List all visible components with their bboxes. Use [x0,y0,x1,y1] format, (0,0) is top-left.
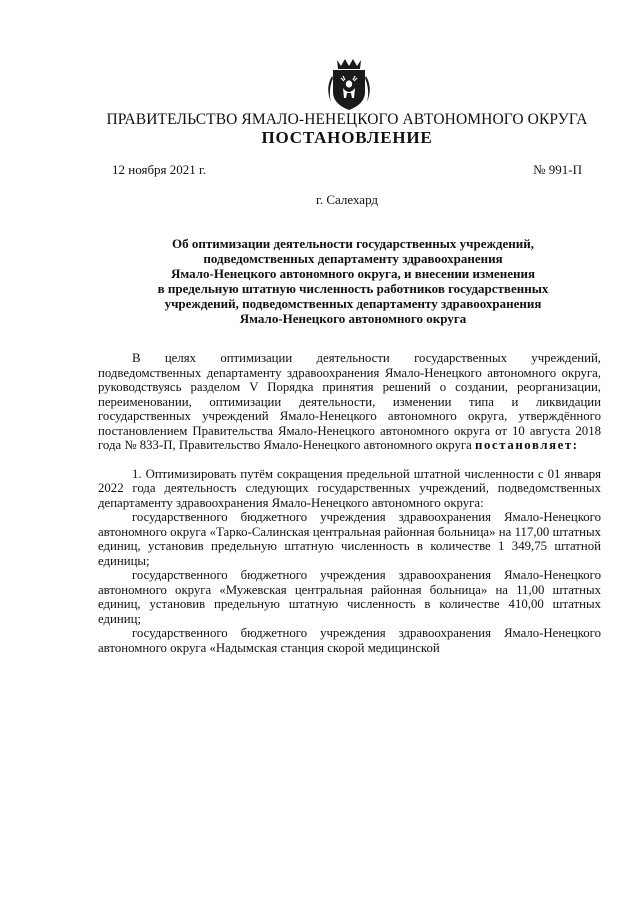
sub-item-paragraph: государственного бюджетного учреждения здравоохранения Ямало-Ненецкого автономного округа «Надымская станция скорой медицинской [98,626,601,655]
document-title [120,236,586,326]
title-line: Ямало-Ненецкого автономного округа, и внесении изменения [171,266,535,281]
title-line: Об оптимизации деятельности государственных учреждений, [172,236,534,251]
coat-of-arms-icon [319,56,379,112]
title-line: подведомственных департаменту здравоохранения [203,251,503,266]
document-city: г. Салехард [315,192,379,207]
title-line: в предельную штатную численность работников государственных [157,281,549,296]
document-date: 12 ноября 2021 г. [112,162,207,177]
resolves-word: постановляет: [475,438,579,452]
preamble-paragraph [98,351,601,453]
preamble-text: В целях оптимизации деятельности государственных учреждений, подведомственных департаменту здравоохранения Ямало-Ненецкого автономного округа, руководствуясь разделом V Порядка принятия решений о создании, реорганизации, переименовании, оптимизации деятельности, изменении типа и ликвидации государственных учреждений Ямало-Ненецкого автономного округа, утверждённого постановлением Правительства Ямало-Ненецкого автономного округа от 10 августа 2018 года № 833-П, Правительство Ямало-Ненецкого автономного округа [98,351,601,452]
title-line: Ямало-Ненецкого автономного округа [239,311,467,326]
document-type: ПОСТАНОВЛЕНИЕ [261,128,433,147]
document-number: № 991-П [533,162,582,177]
sub-item-paragraph: государственного бюджетного учреждения здравоохранения Ямало-Ненецкого автономного округа «Мужевская центральная районная больница» на 11,00 штатных единиц, установив предельную штатную численность в количестве 410,00 штатных единиц; [98,568,601,626]
item-1-paragraph: 1. Оптимизировать путём сокращения предельной штатной численности с 01 января 2022 года деятельность следующих государственных учреждений, подведомственных департаменту здравоохранения Ямало-Ненецкого автономного округа: [98,466,601,510]
government-name: ПРАВИТЕЛЬСТВО ЯМАЛО-НЕНЕЦКОГО АВТОНОМНОГО ОКРУГА [106,111,588,128]
document-body [98,351,601,655]
sub-item-paragraph: государственного бюджетного учреждения здравоохранения Ямало-Ненецкого автономного округа «Тарко-Салинская центральная районная больница» на 117,00 штатных единиц, установив предельную штатную численность в количестве 1 349,75 штатной единицы; [98,510,601,568]
title-line: учреждений, подведомственных департаменту здравоохранения [164,296,542,311]
